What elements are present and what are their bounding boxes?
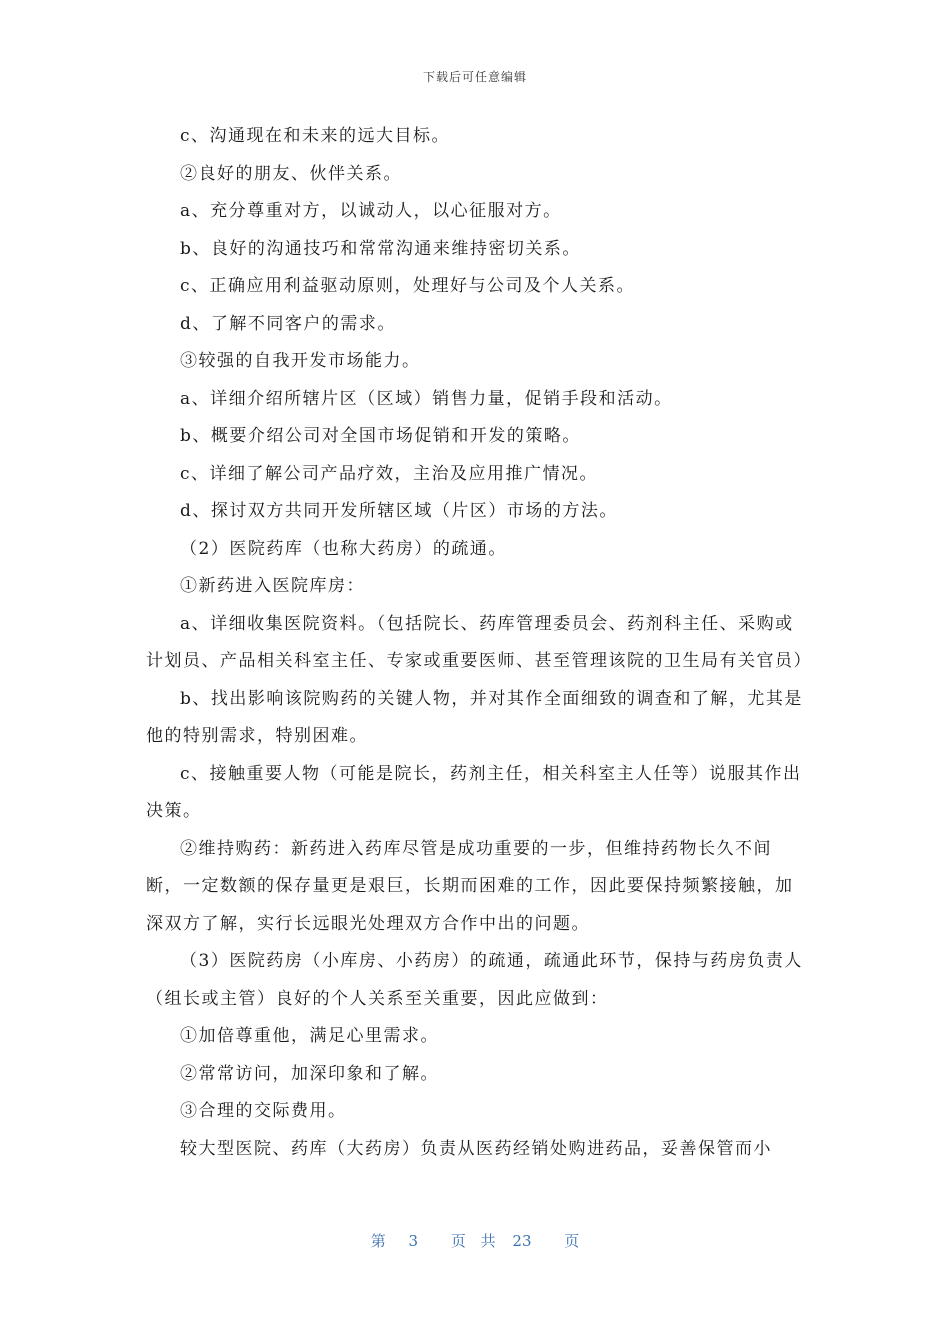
paragraph: a、详细收集医院资料。（包括院长、药库管理委员会、药剂科主任、采购或计划员、产品相关科室主任、专家或重要医师、甚至管理该院的卫生局有关官员） (146, 613, 812, 671)
footer-word-page: 第 (370, 1232, 386, 1250)
paragraph: d、了解不同客户的需求。 (180, 313, 396, 334)
paragraph: ②维持购药：新药进入药库尽管是成功重要的一步，但维持药物长久不间断，一定数额的保存量更是艰巨，长期而困难的工作，因此要保持频繁接触，加深双方了解，实行长远眼光处理双方合作中出的问题。 (146, 838, 794, 934)
paragraph: b、找出影响该院购药的关键人物，并对其作全面细致的调查和了解，尤其是他的特别需求，特别困难。 (146, 688, 803, 746)
paragraph: ②良好的朋友、伙伴关系。 (180, 163, 402, 184)
paragraph: a、充分尊重对方，以诚动人，以心征服对方。 (180, 201, 562, 221)
page-footer (0, 1230, 950, 1251)
footer-word-page-end: 页 (564, 1232, 580, 1250)
paragraph: ①加倍尊重他，满足心里需求。 (180, 1026, 439, 1046)
paragraph: 较大型医院、药库（大药房）负责从医药经销处购进药品，妥善保管而小 (180, 1138, 772, 1159)
document-body (146, 118, 812, 1168)
paragraph: c、详细了解公司产品疗效，主治及应用推广情况。 (180, 463, 599, 484)
paragraph: a、详细介绍所辖片区（区域）销售力量，促销手段和活动。 (180, 388, 673, 409)
paragraph: ②常常访问，加深印象和了解。 (180, 1063, 439, 1084)
paragraph: （2）医院药库（也称大药房）的疏通。 (180, 538, 507, 559)
paragraph: c、接触重要人物（可能是院长，药剂主任，相关科室主人任等）说服其作出决策。 (146, 763, 802, 821)
paragraph: ③较强的自我开发市场能力。 (180, 351, 421, 371)
paragraph: ③合理的交际费用。 (180, 1101, 347, 1121)
paragraph: c、沟通现在和未来的远大目标。 (180, 126, 451, 146)
paragraph: b、概要介绍公司对全国市场促销和开发的策略。 (180, 426, 581, 446)
paragraph: （3）医院药房（小库房、小药房）的疏通，疏通此环节，保持与药房负责人（组长或主管）良好的个人关系至关重要，因此应做到： (146, 951, 803, 1009)
paragraph: ①新药进入医院库房： (180, 576, 365, 596)
current-page-number: 3 (408, 1232, 419, 1250)
paragraph: c、正确应用利益驱动原则，处理好与公司及个人关系。 (180, 276, 636, 296)
footer-word-page-2: 页 (450, 1232, 466, 1250)
paragraph: d、探讨双方共同开发所辖区域（片区）市场的方法。 (180, 501, 618, 521)
footer-word-total: 共 (480, 1232, 496, 1250)
header-note: 下载后可任意编辑 (422, 70, 527, 84)
paragraph: b、良好的沟通技巧和常常沟通来维持密切关系。 (180, 238, 581, 259)
total-pages-number: 23 (512, 1232, 532, 1250)
